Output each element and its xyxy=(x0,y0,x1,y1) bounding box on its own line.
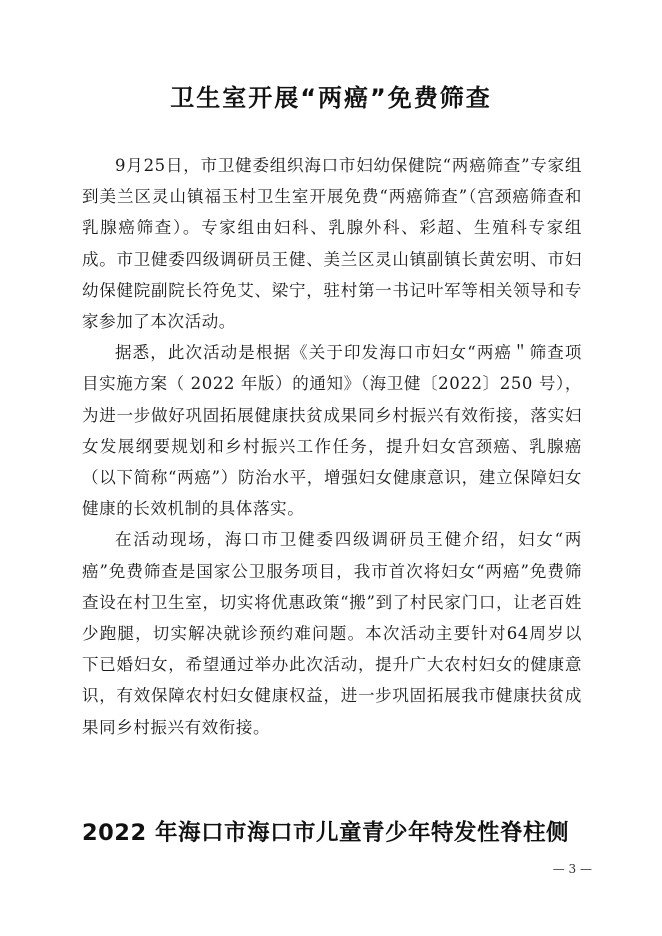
next-section-title: 2022 年海口市海口市儿童青少年特发性脊柱侧 xyxy=(82,820,569,846)
article-body xyxy=(82,150,582,743)
paragraph-2: 据悉，此次活动是根据《关于印发海口市妇女“两癌＂筛查项目实施方案（ 2022 年版）的通知》（海卫健〔2022〕250 号），为进一步做好巩固拓展健康扶贫成果同乡村振兴有效衔接，落实妇女发展纲要规划和乡村振兴工作任务，提升妇女宫颈癌、乳腺癌（以下简称“两癌”）防治水平，增强妇女健康意识，建立保障妇女健康的长效机制的具体落实。 xyxy=(82,343,582,519)
page-number: — 3 — xyxy=(552,862,592,876)
paragraph-3: 在活动现场，海口市卫健委四级调研员王健介绍，妇女“两癌”免费筛查是国家公卫服务项目，我市首次将妇女“两癌”免费筛查设在村卫生室，切实将优惠政策“搬”到了村民家门口，让老百姓少跑腿，切实解决就诊预约难问题。本次活动主要针对64周岁以下已婚妇女，希望通过举办此次活动，提升广大农村妇女的健康意识，有效保障农村妇女健康权益，进一步巩固拓展我市健康扶贫成果同乡村振兴有效衔接。 xyxy=(82,530,582,737)
article-title: 卫生室开展“两癌”免费筛查 xyxy=(170,84,492,112)
paragraph-1: 9月25日，市卫健委组织海口市妇幼保健院“两癌筛查”专家组到美兰区灵山镇福玉村卫生室开展免费“两癌筛查”（宫颈癌筛查和乳腺癌筛查）。专家组由妇科、乳腺外科、彩超、生殖科专家组成。市卫健委四级调研员王健、美兰区灵山镇副镇长黄宏明、市妇幼保健院副院长符免艾、梁宁，驻村第一书记叶军等相关领导和专家参加了本次活动。 xyxy=(82,156,582,332)
